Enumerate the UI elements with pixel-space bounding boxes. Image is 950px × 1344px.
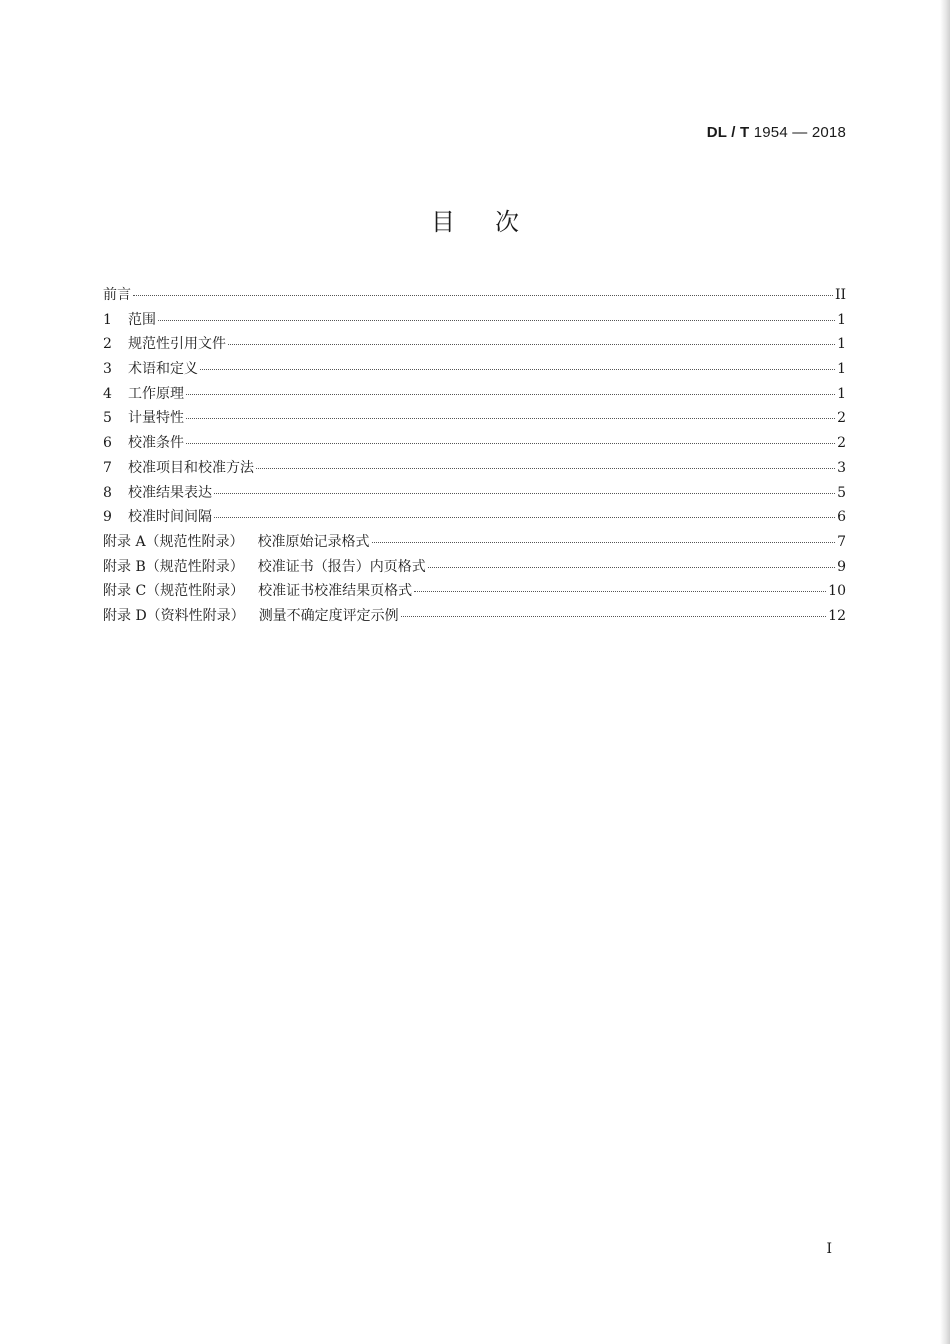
toc-entry-number: 1 [103, 311, 112, 328]
toc-entry-page: 2 [837, 435, 846, 452]
toc-entry-title: 校准原始记录格式 [257, 533, 370, 550]
toc-entry-title: 校准时间间隔 [128, 509, 212, 526]
toc-entry-title: 校准证书校准结果页格式 [258, 583, 413, 600]
toc-entry-number: 5 [103, 410, 112, 427]
toc-entry-appendix: 附录 D（资料性附录） [103, 607, 245, 624]
toc-entry-title: 校准条件 [128, 435, 184, 452]
toc-dot-leader [186, 443, 835, 444]
toc-entry[interactable] [103, 383, 846, 408]
toc-entry-number: 4 [103, 385, 112, 402]
toc-entry-page: II [834, 287, 846, 303]
toc-entry[interactable] [103, 284, 846, 309]
toc-entry-page: 12 [828, 607, 846, 624]
toc-entry-page: 6 [837, 509, 846, 526]
toc-entry[interactable] [103, 333, 846, 358]
standard-code [707, 124, 846, 141]
page-number: I [826, 1241, 832, 1257]
toc-dot-leader [214, 517, 835, 518]
toc-entry-title: 测量不确定度评定示例 [258, 607, 399, 624]
toc-entry-page: 1 [837, 336, 846, 353]
toc-entry-page: 7 [837, 533, 846, 550]
toc-dot-leader [186, 418, 835, 419]
toc-entry-title: 前言 [103, 287, 131, 303]
toc-entry-number: 3 [103, 361, 112, 378]
toc-entry[interactable] [103, 309, 846, 334]
toc-entry-number: 7 [103, 459, 112, 476]
toc-dot-leader [200, 369, 835, 370]
toc-dot-leader [133, 295, 833, 296]
toc-entry-appendix: 附录 C（规范性附录） [103, 583, 245, 600]
toc-entry-number: 9 [103, 509, 112, 526]
toc-dot-leader [228, 344, 835, 345]
toc-entry-number: 2 [103, 336, 112, 353]
toc-entry[interactable] [103, 482, 846, 507]
toc-entry-page: 9 [837, 558, 846, 575]
toc-dot-leader [372, 542, 836, 543]
toc-entry[interactable] [103, 358, 846, 383]
toc-entry-page: 3 [837, 459, 846, 476]
toc-entry-page: 10 [828, 583, 846, 600]
toc-entry-appendix: 附录 B（规范性附录） [103, 558, 244, 575]
toc-dot-leader [256, 468, 835, 469]
toc-entry-title: 范围 [128, 311, 156, 328]
toc-entry[interactable] [103, 531, 846, 556]
toc-entry[interactable] [103, 432, 846, 457]
toc-dot-leader [428, 567, 835, 568]
toc-entry[interactable] [103, 556, 846, 581]
toc-entry-title: 校准项目和校准方法 [128, 459, 254, 476]
toc-entry-number: 8 [103, 484, 112, 501]
page-title: 目次 [431, 208, 559, 236]
toc-entry-title: 工作原理 [128, 385, 184, 402]
toc-entry-page: 2 [837, 410, 846, 427]
toc-entry-title: 校准证书（报告）内页格式 [257, 558, 426, 575]
toc-entry[interactable] [103, 407, 846, 432]
toc-dot-leader [186, 394, 835, 395]
toc-entry-title: 计量特性 [128, 410, 184, 427]
toc-entry-page: 5 [837, 484, 846, 501]
toc-entry[interactable] [103, 457, 846, 482]
toc-dot-leader [214, 493, 835, 494]
toc-dot-leader [414, 591, 826, 592]
toc-entry-number: 6 [103, 435, 112, 452]
toc-dot-leader [158, 320, 835, 321]
toc-entry-page: 1 [837, 385, 846, 402]
toc-entry-page: 1 [837, 311, 846, 328]
standard-code-number: 1954 — 2018 [749, 124, 846, 141]
toc-entry-page: 1 [837, 361, 846, 378]
standard-code-prefix: DL / T [706, 124, 750, 141]
toc-dot-leader [401, 616, 826, 617]
toc-entry-appendix: 附录 A（规范性附录） [103, 533, 244, 550]
toc-entry-title: 规范性引用文件 [128, 336, 226, 353]
toc-entry[interactable] [103, 506, 846, 531]
toc-entry[interactable] [103, 605, 846, 630]
toc-entry-title: 校准结果表达 [128, 484, 212, 501]
toc-entry[interactable] [103, 580, 846, 605]
toc-entry-title: 术语和定义 [128, 361, 198, 378]
table-of-contents [103, 284, 846, 630]
